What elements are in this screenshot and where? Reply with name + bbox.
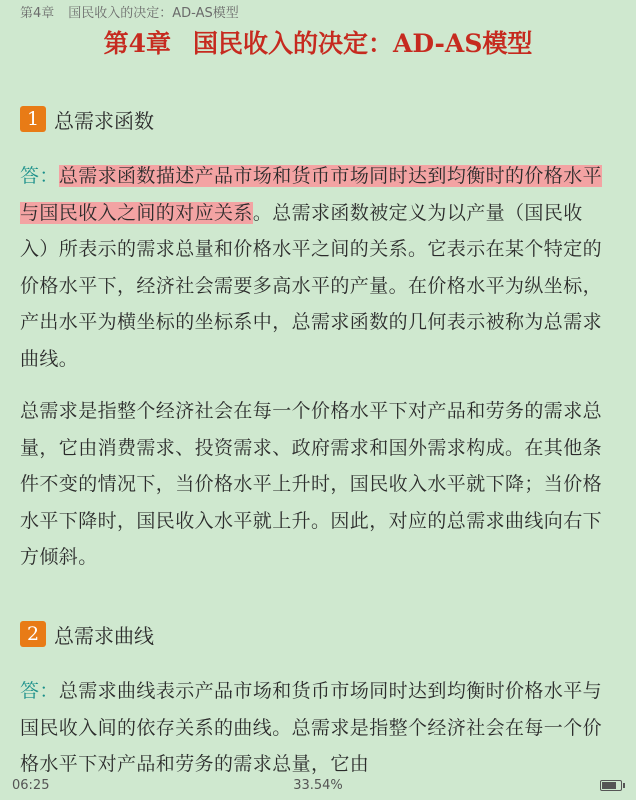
- highlighted-text[interactable]: 总需求函数描述产品市场和货币市场同时达到均衡时的价格水平与国民收入之间的对应关系: [20, 165, 603, 224]
- reading-progress: 33.54%: [293, 778, 343, 793]
- answer-paragraph-1: [20, 158, 610, 377]
- section-heading-2: [20, 620, 154, 648]
- section-heading-1: [20, 105, 154, 133]
- body-paragraph-2: 总需求是指整个经济社会在每一个价格水平下对产品和劳务的需求总量，它由消费需求、投资需求、政府需求和国外需求构成。在其他条件不变的情况下，当价格水平上升时，国民收入水平就下降；当价格水平下降时，国民收入水平就上升。因此，对应的总需求曲线向右下方倾斜。: [20, 400, 603, 568]
- answer-label: 答：: [20, 680, 59, 702]
- battery-icon: [600, 780, 622, 791]
- section-title: 总需求函数: [54, 108, 154, 133]
- header-chapter: 第4章: [20, 6, 55, 21]
- section-title: 总需求曲线: [54, 623, 154, 648]
- answer-text: 。总需求函数被定义为以产量（国民收入）所表示的需求总量和价格水平之间的关系。它表示在某个特定的价格水平下，经济社会需要多高水平的产量。在价格水平为纵坐标，产出水平为横坐标的坐标系中，总需求函数的几何表示被称为总需求曲线。: [20, 201, 603, 370]
- chapter-number: 第4章: [103, 29, 172, 58]
- battery-level: [602, 782, 616, 789]
- chapter-name: 国民收入的决定：AD-AS模型: [193, 29, 533, 58]
- answer-paragraph-3: [20, 673, 610, 783]
- chapter-title: [0, 24, 636, 60]
- header-section: 国民收入的决定：AD-AS模型: [68, 6, 239, 21]
- answer-text: 总需求曲线表示产品市场和货币市场同时达到均衡时价格水平与国民收入间的依存关系的曲线。总需求是指整个经济社会在每一个价格水平下对产品和劳务的需求总量，它由: [20, 680, 603, 775]
- running-header: [20, 2, 239, 21]
- section-number-badge: 2: [20, 621, 46, 647]
- status-footer: [0, 778, 636, 798]
- clock: 06:25: [12, 778, 50, 793]
- answer-label: 答：: [20, 165, 59, 187]
- section-number-badge: 1: [20, 106, 46, 132]
